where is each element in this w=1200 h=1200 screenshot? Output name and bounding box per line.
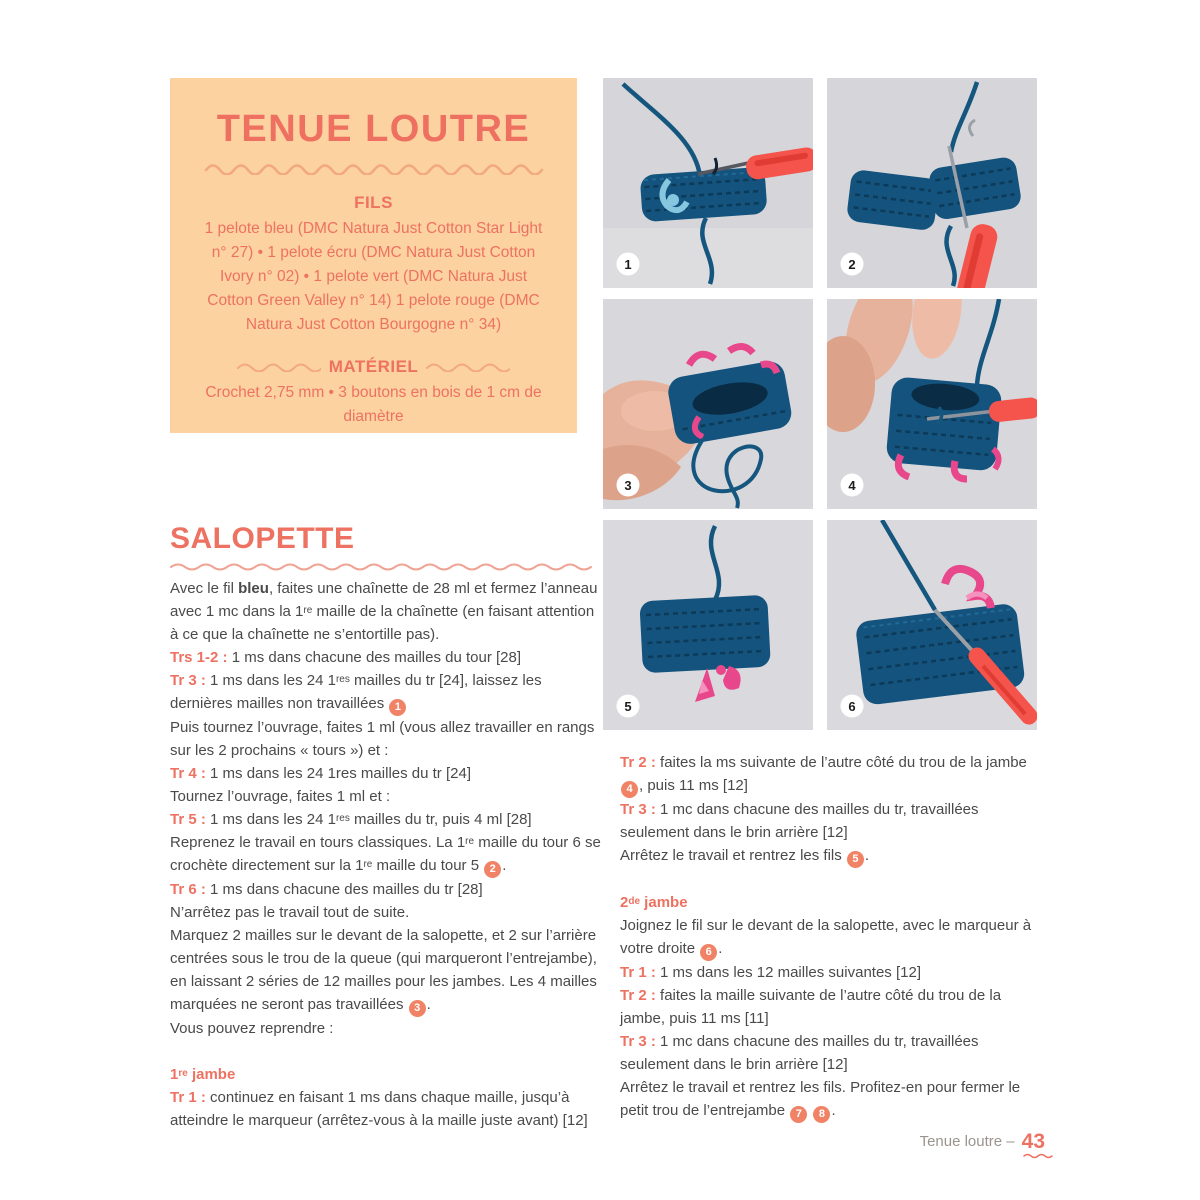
text-segment: Tr 1 :: [620, 964, 656, 981]
wavy-divider: [237, 362, 321, 372]
step-photo-grid: [603, 78, 1037, 730]
text-segment: bleu: [238, 580, 269, 597]
text-segment: maille du tour 5: [372, 857, 484, 874]
text-segment: Tr 6 :: [170, 881, 206, 898]
text-segment: re: [363, 859, 373, 870]
instruction-paragraph: [170, 808, 602, 831]
wavy-divider: [204, 161, 544, 175]
text-segment: Reprenez le travail en tours classiques. La 1: [170, 834, 466, 851]
text-segment: maille de la chaînette (en faisant attention à ce que la chaînette ne s’entortille pas).: [170, 603, 595, 643]
page-footer: [920, 1130, 1045, 1154]
text-segment: Tr 2 :: [620, 754, 656, 771]
text-segment: Tr 4 :: [170, 765, 206, 782]
photo-number-badge: [841, 253, 864, 276]
crochet-piece: [640, 167, 768, 223]
text-segment: Puis tournez l’ouvrage, faites 1 ml (vous allez travailler en rangs sur les 2 prochains « tours ») et :: [170, 719, 595, 759]
text-segment: Joignez le fil sur le devant de la salopette, avec le marqueur à votre droite: [620, 917, 1032, 957]
text-segment: Avec le fil: [170, 580, 239, 597]
pattern-title: TENUE LOUTRE: [216, 108, 531, 150]
svg-text:5: 5: [624, 699, 632, 714]
fils-heading: FILS: [354, 193, 393, 212]
crochet-piece: [639, 595, 771, 674]
text-segment: Tr 3 :: [170, 672, 206, 689]
text-segment: 1 ms dans les 24 1res mailles du tr [24]: [205, 765, 471, 782]
step-reference-badge: 5: [847, 851, 864, 868]
instruction-paragraph: [620, 798, 1044, 844]
text-segment: Marquez 2 mailles sur le devant de la salopette, et 2 sur l’arrière centrées sous le trou de la queue (qui marqueront l’entrejambe), en laissant 2 séries de 12 mailles pour les jambes. Les 4 mailles marquées ne seront pas travaillées: [170, 927, 597, 1013]
footer-label: Tenue loutre –: [919, 1133, 1015, 1150]
text-segment: res: [335, 813, 350, 824]
instruction-paragraph: [170, 1017, 602, 1040]
step-photo-4-illustration: [827, 299, 1037, 509]
wavy-divider: [426, 362, 510, 372]
text-segment: Arrêtez le travail et rentrez les fils: [620, 847, 846, 864]
step-photo-6: [827, 520, 1037, 730]
step-photo-2: [827, 78, 1037, 288]
text-segment: faites la maille suivante de l’autre côté du trou de la jambe, puis 11 ms [11]: [620, 987, 1002, 1027]
text-segment: mailles du tr [24], laissez les dernières mailles non travaillées: [170, 672, 542, 712]
instructions-right-column: [620, 751, 1044, 1123]
text-segment: 1 mc dans chacune des mailles du tr, travaillées seulement dans le brin arrière [12]: [620, 801, 979, 841]
text-segment: Arrêtez le travail et rentrez les fils. Profitez-en pour fermer le petit trou de l’entrejambe: [620, 1079, 1021, 1119]
text-segment: Tr 1 :: [170, 1089, 206, 1106]
text-segment: Tr 2 :: [620, 987, 656, 1004]
photo-number-badge: [617, 695, 640, 718]
photo-number-badge: [617, 253, 640, 276]
svg-text:2: 2: [848, 257, 856, 272]
photo-number-badge: [841, 474, 864, 497]
instruction-paragraph: [170, 901, 602, 924]
text-segment: 1 ms dans chacune des mailles du tr [28]: [205, 881, 483, 898]
svg-text:4: 4: [848, 478, 856, 493]
text-segment: Vous pouvez reprendre :: [170, 1020, 334, 1037]
text-segment: de: [628, 896, 641, 907]
instruction-paragraph: [170, 762, 602, 785]
step-reference-badge: 1: [389, 699, 406, 716]
instruction-paragraph: [620, 914, 1044, 961]
text-segment: maille du tour 6 se crochète directement sur la 1: [170, 834, 601, 874]
text-segment: continuez en faisant 1 ms dans chaque maille, jusqu’à atteindre le marqueur (arrêtez-vous à la maille juste avant) [12]: [170, 1089, 588, 1129]
svg-text:6: 6: [848, 699, 856, 714]
step-photo-5-illustration: [603, 520, 813, 730]
instruction-paragraph: [170, 831, 602, 878]
text-segment: Tr 3 :: [620, 1033, 656, 1050]
instruction-paragraph: [170, 878, 602, 901]
instruction-paragraph: [620, 1076, 1044, 1123]
step-reference-badge: 8: [813, 1106, 830, 1123]
section-heading-block: [170, 522, 602, 576]
text-segment: .: [426, 996, 431, 1013]
instruction-paragraph: [170, 785, 602, 808]
text-segment: 1 ms dans les 12 mailles suivantes [12]: [655, 964, 921, 981]
text-segment: 1 ms dans les 24 1: [205, 811, 336, 828]
instruction-paragraph: [620, 751, 1044, 798]
text-segment: Trs 1-2 :: [170, 649, 228, 666]
section-title: SALOPETTE: [170, 522, 355, 555]
text-segment: , puis 11 ms [12]: [639, 777, 748, 794]
instruction-paragraph: [170, 669, 602, 716]
wavy-divider: [1023, 1153, 1053, 1159]
instruction-paragraph: [170, 646, 602, 669]
text-segment: .: [864, 847, 870, 864]
fils-text: 1 pelote bleu (DMC Natura Just Cotton Star Light n° 27) • 1 pelote écru (DMC Natura Just Cotton Ivory n° 02) • 1 pelote vert (DMC Natura Just Cotton Green Valley n° 14) 1 pelote rouge (DMC Natura Just Cotton Bourgogne n° 34): [204, 220, 543, 333]
text-segment: 1 mc dans chacune des mailles du tr, travaillées seulement dans le brin arrière [12]: [620, 1033, 979, 1073]
text-segment: Tr 5 :: [170, 811, 206, 828]
text-segment: 1 ms dans chacune des mailles du tour [28]: [227, 649, 522, 666]
instruction-paragraph: [620, 1030, 1044, 1076]
instruction-paragraph: [170, 716, 602, 762]
instruction-paragraph: [170, 924, 602, 1017]
step-reference-badge: 7: [790, 1106, 807, 1123]
step-photo-3: [603, 299, 813, 509]
text-segment: N’arrêtez pas le travail tout de suite.: [170, 904, 410, 921]
svg-text:3: 3: [624, 478, 632, 493]
text-segment: jambe: [187, 1066, 236, 1083]
instructions-left-column: [170, 577, 602, 1132]
text-segment: Tr 3 :: [620, 801, 656, 818]
step-photo-4: [827, 299, 1037, 509]
step-photo-3-illustration: [603, 299, 813, 509]
text-segment: res: [335, 674, 350, 685]
step-photo-1-illustration: [603, 78, 813, 288]
text-segment: Tournez l’ouvrage, faites 1 ml et :: [170, 788, 391, 805]
materiel-text: Crochet 2,75 mm • 3 boutons en bois de 1 cm de diamètre: [205, 384, 542, 425]
step-photo-6-illustration: [827, 520, 1037, 730]
text-segment: 1 ms dans les 24 1: [205, 672, 336, 689]
text-segment: , faites une chaînette de 28 ml et fermez l’anneau avec 1 mc dans la 1: [170, 580, 598, 620]
text-segment: re: [303, 605, 313, 616]
step-reference-badge: 4: [621, 781, 638, 798]
step-reference-badge: 6: [700, 944, 717, 961]
step-photo-2-illustration: [827, 78, 1037, 288]
instruction-paragraph: [620, 984, 1044, 1030]
photo-number-badge: [841, 695, 864, 718]
text-segment: .: [502, 857, 507, 874]
materiel-heading: MATÉRIEL: [328, 357, 419, 376]
instruction-paragraph: [170, 577, 602, 646]
page-number: 43: [1022, 1130, 1045, 1154]
step-photo-1: [603, 78, 813, 288]
svg-text:1: 1: [624, 257, 632, 272]
text-segment: re: [465, 836, 475, 847]
text-segment: 1: [170, 1066, 179, 1083]
instruction-paragraph: [620, 844, 1044, 868]
text-segment: [808, 1102, 812, 1119]
wavy-divider: [170, 561, 600, 571]
text-segment: .: [831, 1102, 836, 1119]
text-segment: mailles du tr, puis 4 ml [28]: [349, 811, 532, 828]
step-reference-badge: 2: [484, 861, 501, 878]
instruction-paragraph: [620, 961, 1044, 984]
text-segment: jambe: [640, 894, 688, 911]
text-segment: faites la ms suivante de l’autre côté du trou de la jambe: [655, 754, 1027, 771]
text-segment: re: [178, 1068, 188, 1079]
pattern-info-panel: [170, 78, 577, 433]
instruction-paragraph: [170, 1086, 602, 1132]
step-reference-badge: 3: [409, 1000, 426, 1017]
text-segment: .: [718, 940, 723, 957]
text-segment: 2: [620, 894, 629, 911]
photo-number-badge: [617, 474, 640, 497]
subsection-heading: [620, 891, 1044, 914]
step-photo-5: [603, 520, 813, 730]
subsection-heading: [170, 1063, 602, 1086]
